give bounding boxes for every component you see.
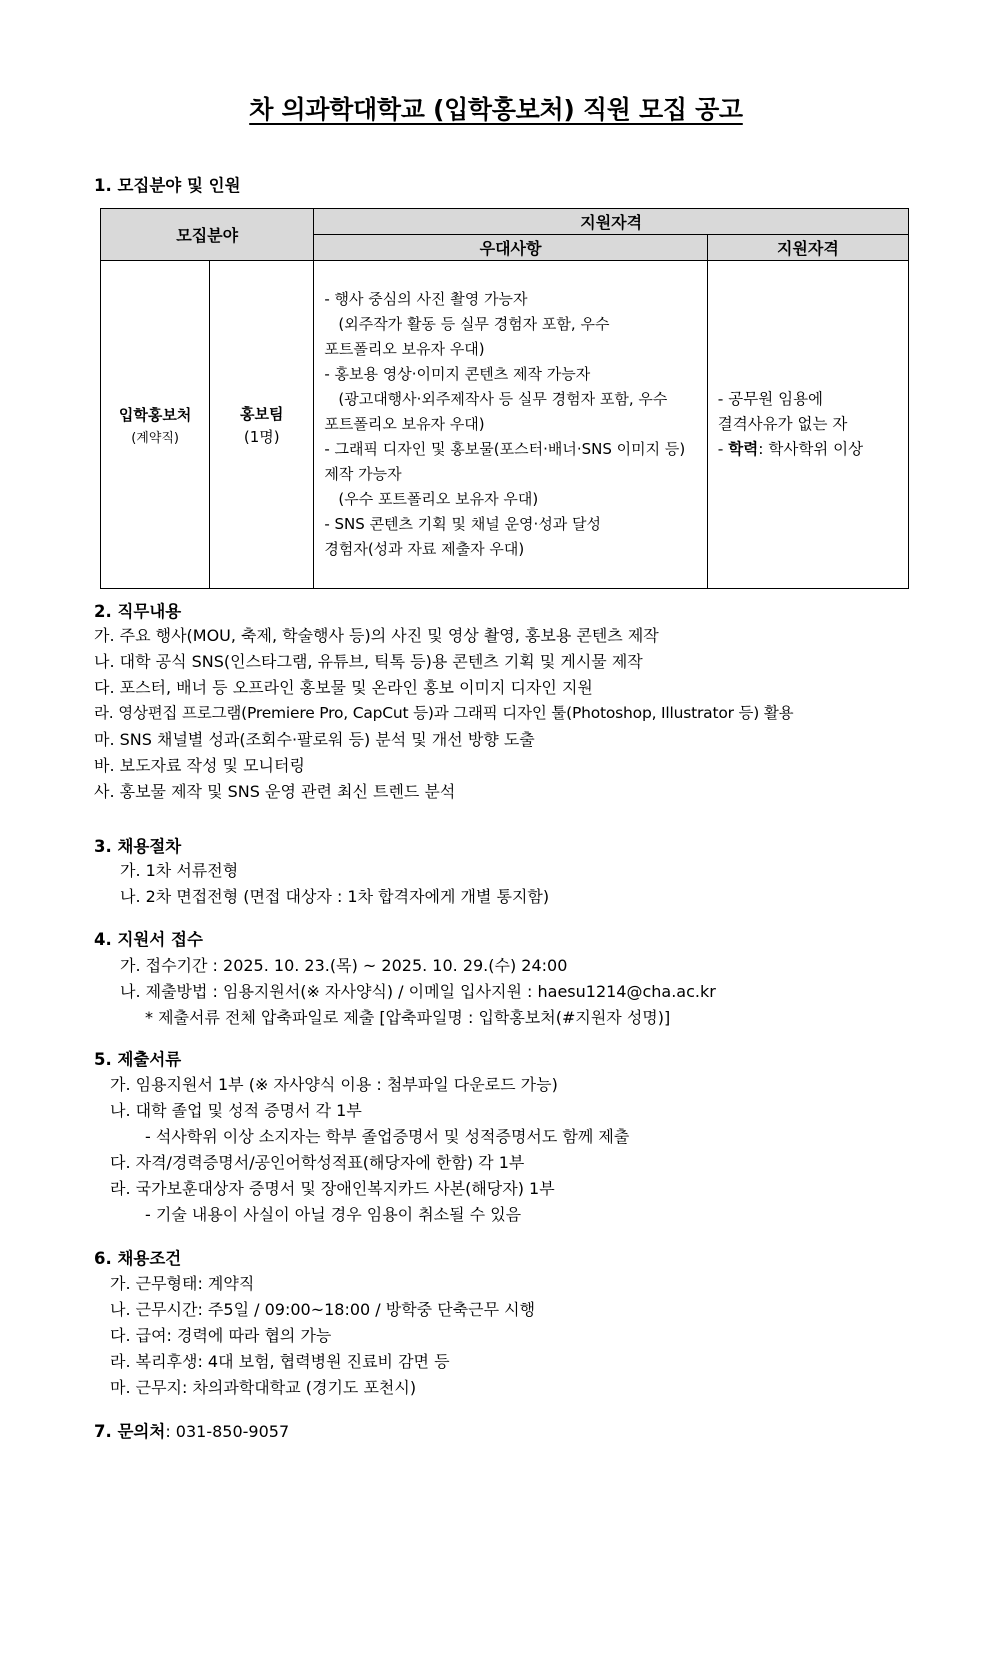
pref-line: (외주작가 활동 등 실무 경험자 포함, 우수: [338, 315, 610, 333]
duty-item: 사. 홍보물 제작 및 SNS 운영 관련 최신 트렌드 분석: [94, 782, 456, 801]
team-count: (1명): [243, 428, 280, 446]
contact-value: : 031-850-9057: [165, 1422, 290, 1441]
duty-item: 가. 주요 행사(MOU, 축제, 학술행사 등)의 사진 및 영상 촬영, 홍보용 콘텐츠 제작: [94, 626, 659, 645]
pref-line: 포트폴리오 보유자 우대): [324, 415, 485, 433]
application-period: 가. 접수기간 : 2025. 10. 23.(목) ~ 2025. 10. 29.(수) 24:00: [120, 956, 568, 975]
header-preference: 우대사항: [314, 235, 707, 261]
section-5-heading: 5. 제출서류: [94, 1050, 182, 1069]
duty-item: 다. 포스터, 배너 등 오프라인 홍보물 및 온라인 홍보 이미지 디자인 지원: [94, 678, 593, 697]
cell-qualifications: [707, 261, 908, 589]
contact-line: [94, 1418, 289, 1442]
duty-item: 라. 영상편집 프로그램(Premiere Pro, CapCut 등)과 그래픽 디자인 툴(Photoshop, Illustrator 등) 활용: [94, 704, 794, 722]
qual-edu-value: : 학사학위 이상: [758, 440, 864, 458]
pref-line: 포트폴리오 보유자 우대): [324, 340, 485, 358]
qual-line: - 공무원 임용에: [717, 390, 824, 408]
document-item: 라. 국가보훈대상자 증명서 및 장애인복지카드 사본(해당자) 1부: [110, 1179, 555, 1198]
pref-line: - 그래픽 디자인 및 홍보물(포스터·배너·SNS 이미지 등): [324, 440, 686, 458]
header-field: 모집분야: [101, 209, 314, 261]
section-4-heading: 4. 지원서 접수: [94, 930, 203, 949]
condition-item: 라. 복리후생: 4대 보험, 협력병원 진료비 감면 등: [110, 1352, 450, 1371]
pref-line: 경험자(성과 자료 제출자 우대): [324, 540, 525, 558]
cell-team: [210, 261, 314, 589]
contact-label: 7. 문의처: [94, 1422, 166, 1441]
pref-line: 제작 가능자: [324, 465, 402, 483]
document-item: 가. 임용지원서 1부 (※ 자사양식 이용 : 첨부파일 다운로드 가능): [110, 1075, 558, 1094]
pref-line: - 행사 중심의 사진 촬영 가능자: [324, 290, 528, 308]
document-item: 다. 자격/경력증명서/공인어학성적표(해당자에 한함) 각 1부: [110, 1153, 525, 1172]
submission-note: * 제출서류 전체 압축파일로 제출 [압축파일명 : 입학홍보처(#지원자 성명)]: [145, 1008, 671, 1027]
recruitment-table: [100, 208, 909, 589]
page-title: 차 의과학대학교 (입학홍보처) 직원 모집 공고: [249, 95, 743, 124]
submission-method: 나. 제출방법 : 임용지원서(※ 자사양식) / 이메일 입사지원 : haesu1214@cha.ac.kr: [120, 982, 716, 1001]
section-2-heading: 2. 직무내용: [94, 602, 182, 621]
duty-item: 마. SNS 채널별 성과(조회수·팔로워 등) 분석 및 개선 방향 도출: [94, 730, 535, 749]
pref-line: (광고대행사·외주제작사 등 실무 경험자 포함, 우수: [338, 390, 668, 408]
header-qualification-group: 지원자격: [314, 209, 909, 235]
condition-item: 다. 급여: 경력에 따라 협의 가능: [110, 1326, 332, 1345]
pref-line: (우수 포트폴리오 보유자 우대): [338, 490, 539, 508]
team-name: 홍보팀: [240, 405, 284, 423]
procedure-item: 가. 1차 서류전형: [120, 861, 239, 880]
qual-education: [718, 437, 902, 462]
condition-item: 가. 근무형태: 계약직: [110, 1274, 255, 1293]
cell-preferences: [314, 261, 707, 589]
condition-item: 나. 근무시간: 주5일 / 09:00~18:00 / 방학중 단축근무 시행: [110, 1300, 536, 1319]
section-6-heading: 6. 채용조건: [94, 1249, 182, 1268]
duty-item: 바. 보도자료 작성 및 모니터링: [94, 756, 305, 775]
department-note: (계약직): [131, 431, 180, 446]
cell-department: [101, 261, 210, 589]
qual-edu-prefix: -: [717, 440, 729, 458]
department-name: 입학홍보처: [118, 406, 192, 424]
qual-edu-label: 학력: [728, 440, 759, 458]
pref-line: - SNS 콘텐츠 기획 및 채널 운영·성과 달성: [324, 515, 602, 533]
duty-item: 나. 대학 공식 SNS(인스타그램, 유튜브, 틱톡 등)용 콘텐츠 기획 및 게시물 제작: [94, 652, 643, 671]
document-subitem: - 석사학위 이상 소지자는 학부 졸업증명서 및 성적증명서도 함께 제출: [145, 1127, 630, 1146]
pref-line: - 홍보용 영상·이미지 콘텐츠 제작 가능자: [324, 365, 591, 383]
condition-item: 마. 근무지: 차의과학대학교 (경기도 포천시): [110, 1378, 417, 1397]
section-3-heading: 3. 채용절차: [94, 837, 182, 856]
header-qualification: 지원자격: [707, 235, 908, 261]
document-subitem: - 기술 내용이 사실이 아닐 경우 임용이 취소될 수 있음: [145, 1205, 522, 1224]
document-item: 나. 대학 졸업 및 성적 증명서 각 1부: [110, 1101, 362, 1120]
procedure-item: 나. 2차 면접전형 (면접 대상자 : 1차 합격자에게 개별 통지함): [120, 887, 550, 906]
section-1-heading: 1. 모집분야 및 인원: [94, 176, 241, 195]
qual-line: 결격사유가 없는 자: [717, 415, 848, 433]
